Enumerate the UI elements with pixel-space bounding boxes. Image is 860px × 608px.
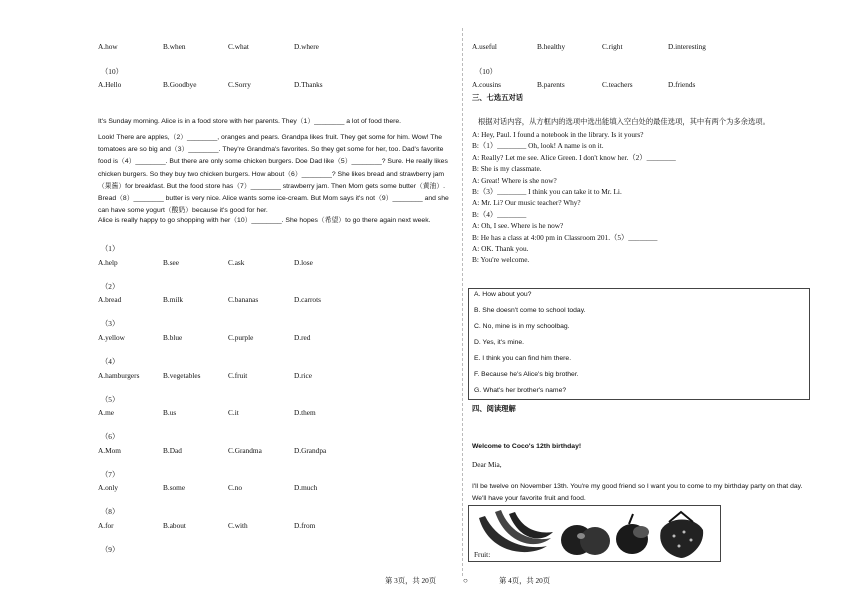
section-title-4: 四、阅读理解 xyxy=(472,404,516,413)
question-number: （9） xyxy=(101,545,120,554)
orange-icon xyxy=(561,525,610,555)
option-row-q10 xyxy=(98,80,438,90)
section-instruction: 根据对话内容，从方框内的选项中选出能填入空白处的最佳选项，其中有两个为多余选项。 xyxy=(478,117,770,126)
question-number: （8） xyxy=(101,507,120,516)
option-b[interactable]: B.blue xyxy=(163,333,183,342)
option-c[interactable]: C.fruit xyxy=(228,371,248,380)
option-a[interactable]: A.cousins xyxy=(472,80,501,89)
option-d[interactable]: D.friends xyxy=(668,80,696,89)
choice-c[interactable]: C. No, mine is in my schoolbag. xyxy=(474,323,570,330)
option-c[interactable]: C.it xyxy=(228,408,239,417)
option-a[interactable]: A.for xyxy=(98,521,114,530)
page-number-right: 第 4页，共 20页 xyxy=(499,576,551,585)
option-row-q1 xyxy=(98,258,438,268)
fruit-image xyxy=(468,505,721,562)
fruit-illustration xyxy=(469,506,720,561)
choice-a[interactable]: A. How about you? xyxy=(474,291,532,298)
fruit-label: Fruit: xyxy=(474,550,491,559)
dialogue-line: B:（3）________ I think you can take it to Mr. Li. xyxy=(472,187,622,197)
option-c[interactable]: C.ask xyxy=(228,258,245,267)
dialogue-line: B: She is my classmate. xyxy=(472,164,542,174)
choice-f[interactable]: F. Because he's Alice's big brother. xyxy=(474,371,579,378)
binding-mark-icon: ○ xyxy=(463,576,468,585)
dialogue-line: B:（1）________ Oh, look! A name is on it. xyxy=(472,141,604,151)
option-c[interactable]: C.with xyxy=(228,521,248,530)
option-d[interactable]: D.rice xyxy=(294,371,313,380)
option-d[interactable]: D.lose xyxy=(294,258,313,267)
choice-d[interactable]: D. Yes, it's mine. xyxy=(474,339,525,346)
dialogue-line: A: Great! Where is she now? xyxy=(472,175,557,185)
option-a[interactable]: A.yellow xyxy=(98,333,125,342)
option-c[interactable]: C.right xyxy=(602,42,623,51)
option-b[interactable]: B.vegetables xyxy=(163,371,201,380)
page-number-left: 第 3页，共 20页 xyxy=(385,576,437,585)
option-a[interactable]: A.Mom xyxy=(98,446,121,455)
cloze-paragraph-2: Look! There are apples,（2）________, oranges and pears. Grandpa likes fruit. They get some for him. Wow! The tomatoes are so big and（3）________. They're Grandma's favorites. So they get some for her, too. Dad's favorite food is（4）________. But there are only some chicken burgers. Doe Dad like（5）________? Sure. He really likes chicken burgers. So they buy two chicken burgers. How about（6）________? She likes bread and strawberry jam（果酱）for breakfast. But the food store has（7）________ strawberry jam. Then Mom gets some butter（黄油）. Bread（8）________ butter is very nice. Alice wants some ice-cream. But Mom says it's not（9）________ and she can have some yogurt（酸奶）because it's good for her. xyxy=(98,134,449,215)
question-number: （5） xyxy=(101,395,120,404)
option-a[interactable]: A.bread xyxy=(98,295,122,304)
option-row-q3 xyxy=(98,333,438,343)
question-number: （2） xyxy=(101,282,120,291)
option-a[interactable]: A.help xyxy=(98,258,118,267)
option-row-q7 xyxy=(98,483,438,493)
dialogue-line: B: You're welcome. xyxy=(472,255,530,265)
option-row-q6 xyxy=(98,446,438,456)
option-b[interactable]: B.about xyxy=(163,521,186,530)
letter-body: I'll be twelve on November 13th. You're my good friend so I want you to come to my birthday party on that day. We'll have your favorite fruit and food. xyxy=(472,483,803,503)
section-title-3: 三、七选五对话 xyxy=(472,93,524,102)
option-d[interactable]: D.carrots xyxy=(294,295,321,304)
dialogue xyxy=(472,129,676,266)
option-row-top-right xyxy=(472,42,812,52)
option-b[interactable]: B.us xyxy=(163,408,177,417)
choice-b[interactable]: B. She doesn't come to school today. xyxy=(474,307,586,314)
option-d[interactable]: D.them xyxy=(294,408,316,417)
option-row-q5 xyxy=(98,408,438,418)
option-a[interactable]: A.hamburgers xyxy=(98,371,140,380)
option-c[interactable]: C.teachers xyxy=(602,80,633,89)
option-a[interactable]: A.how xyxy=(98,42,118,51)
dialogue-line: A: Hey, Paul. I found a notebook in the library. Is it yours? xyxy=(472,130,644,139)
question-number: （6） xyxy=(101,432,120,441)
strawberry-icon xyxy=(660,512,703,558)
option-row-q4 xyxy=(98,371,438,381)
option-b[interactable]: B.parents xyxy=(537,80,565,89)
option-b[interactable]: B.when xyxy=(163,42,186,51)
choices-box xyxy=(468,288,810,400)
option-a[interactable]: A.Hello xyxy=(98,80,122,89)
passage-title: Welcome to Coco's 12th birthday! xyxy=(472,443,582,450)
option-d[interactable]: D.interesting xyxy=(668,42,706,51)
option-row-q10-right xyxy=(472,80,812,90)
choice-e[interactable]: E. I think you can find him there. xyxy=(474,355,572,362)
question-number: （4） xyxy=(101,357,120,366)
option-b[interactable]: B.Goodbye xyxy=(163,80,197,89)
banana-icon xyxy=(479,510,553,552)
dialogue-line: B: He has a class at 4:00 pm in Classroom 201.（5）________ xyxy=(472,232,658,242)
option-b[interactable]: B.Dad xyxy=(163,446,182,455)
choice-g[interactable]: G. What's her brother's name? xyxy=(474,387,567,394)
option-row-q2 xyxy=(98,295,438,305)
option-d[interactable]: D.Thanks xyxy=(294,80,323,89)
dialogue-line: A: Mr. Li? Our music teacher? Why? xyxy=(472,198,581,208)
option-b[interactable]: B.see xyxy=(163,258,180,267)
option-d[interactable]: D.from xyxy=(294,521,316,530)
option-a[interactable]: A.only xyxy=(98,483,119,492)
option-b[interactable]: B.some xyxy=(163,483,186,492)
option-c[interactable]: C.Sorry xyxy=(228,80,251,89)
option-d[interactable]: D.much xyxy=(294,483,318,492)
option-c[interactable]: C.what xyxy=(228,42,249,51)
dialogue-line: A: OK. Thank you. xyxy=(472,244,529,254)
question-number: （7） xyxy=(101,470,120,479)
question-number: （10） xyxy=(475,67,497,76)
option-a[interactable]: A.useful xyxy=(472,42,497,51)
option-c[interactable]: C.Grandma xyxy=(228,446,262,455)
option-d[interactable]: D.Grandpa xyxy=(294,446,327,455)
question-number: （10） xyxy=(101,67,123,76)
page-divider xyxy=(462,28,463,576)
option-b[interactable]: B.healthy xyxy=(537,42,566,51)
letter-greeting: Dear Mia, xyxy=(472,460,502,469)
cloze-paragraph-3: Alice is really happy to go shopping with her（10）________. She hopes（希望）to go there again next week. xyxy=(98,217,431,224)
question-number: （3） xyxy=(101,319,120,328)
option-d[interactable]: D.red xyxy=(294,333,311,342)
question-number: （1） xyxy=(101,244,120,253)
option-row-q8 xyxy=(98,521,438,531)
option-c[interactable]: C.purple xyxy=(228,333,254,342)
option-row-top xyxy=(98,42,438,52)
apple-icon xyxy=(616,514,649,554)
dialogue-line: A: Oh, I see. Where is he now? xyxy=(472,221,564,231)
option-c[interactable]: C.no xyxy=(228,483,242,492)
option-b[interactable]: B.milk xyxy=(163,295,184,304)
option-a[interactable]: A.me xyxy=(98,408,115,417)
option-c[interactable]: C.bananas xyxy=(228,295,259,304)
dialogue-line: B:（4）________ xyxy=(472,209,527,219)
option-d[interactable]: D.where xyxy=(294,42,319,51)
cloze-paragraph-1: It's Sunday morning. Alice is in a food store with her parents. They（1）________ a lot of food there. xyxy=(98,118,402,125)
dialogue-line: A: Really? Let me see. Alice Green. I don't know her.（2）________ xyxy=(472,152,676,162)
